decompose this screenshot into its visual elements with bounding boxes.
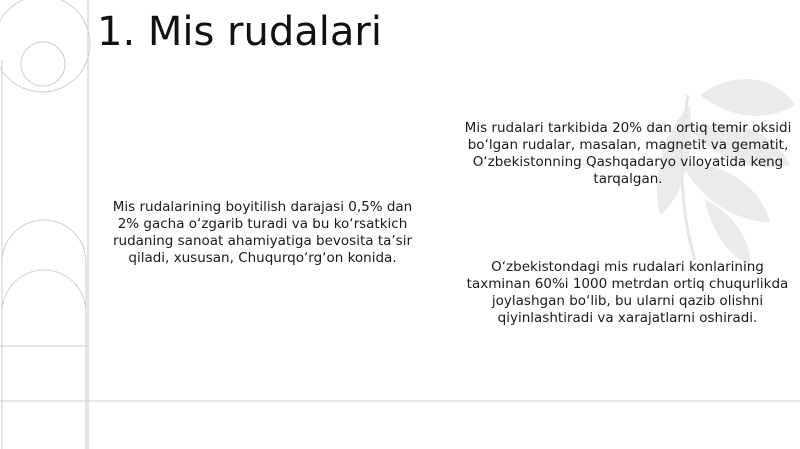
paragraph-right-bottom: O‘zbekistondagi mis rudalari konlarining taxminan 60%i 1000 metrdan ortiq chuqurlikda joylashgan bo‘lib, bu ularni qazib olishni qiyinlashtiradi va xarajatlarni oshiradi. — [466, 259, 789, 326]
arch-outline-upper — [2, 220, 86, 262]
small-circle-outline — [21, 42, 65, 86]
arch-outline-lower — [2, 270, 86, 312]
slide-title: 1. Mis rudalari — [97, 9, 382, 55]
paragraph-left: Mis rudalarining boyitilish darajasi 0,5% dan 2% gacha o‘zgarib turadi va bu ko‘rsatkich rudaning sanoat ahamiyatiga bevosita ta’sir qiladi, xususan, Chuqurqo‘rg‘on konida. — [112, 199, 413, 266]
large-circle-outline — [0, 0, 90, 92]
paragraph-right-top: Mis rudalari tarkibida 20% dan ortiq temir oksidi bo‘lgan rudalar, masalan, magnetit va gematit, O‘zbekistonning Qashqadaryo viloyatida keng tarqalgan. — [464, 120, 792, 187]
